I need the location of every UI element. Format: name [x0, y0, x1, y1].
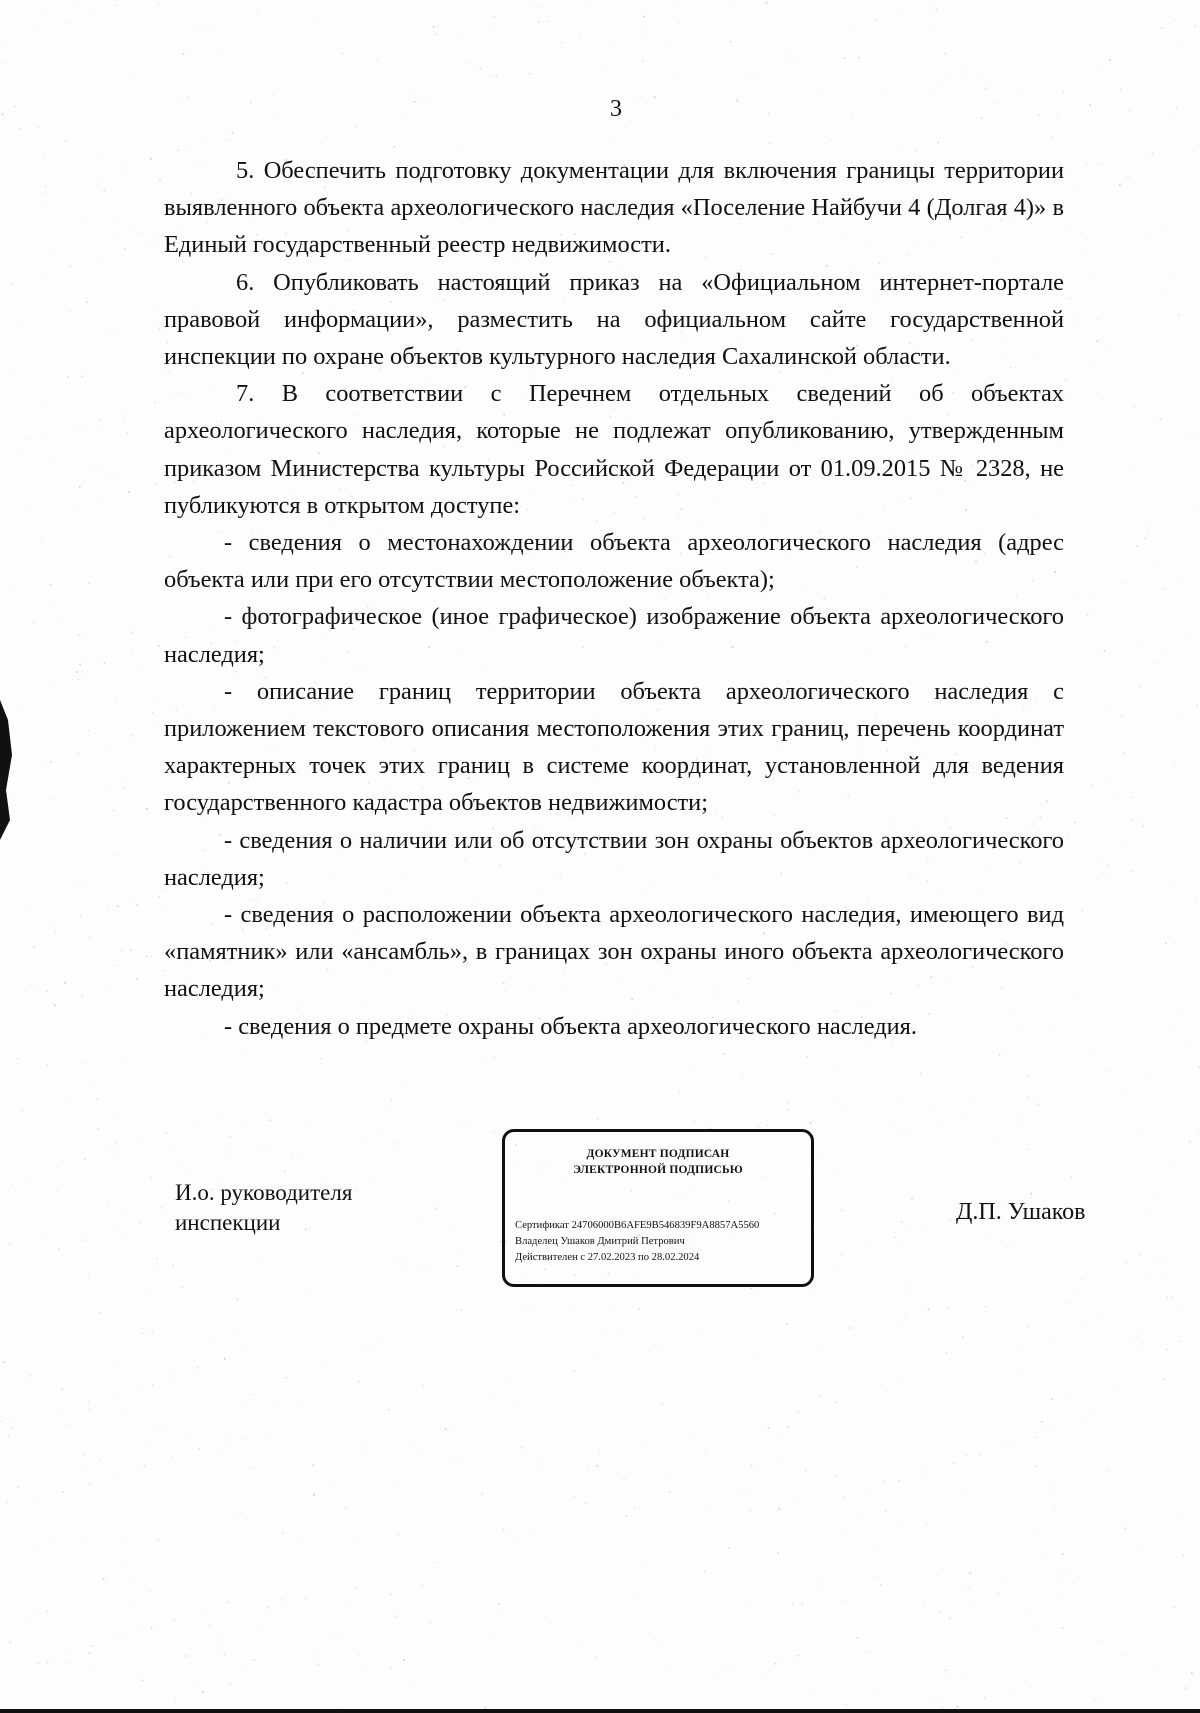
- bullet-location-info: - сведения о местонахождении объекта археологического наследия (адрес объекта или при его отсутствии местоположение объекта);: [164, 529, 1064, 594]
- bullet-protection-zones: - сведения о наличии или об отсутствии зон охраны объектов археологического наследия;: [164, 826, 1064, 891]
- signer-position: [175, 1178, 352, 1238]
- bullet-territory-boundaries: - описание границ территории объекта археологического наследия с приложением текстового описания местоположения этих границ, перечень координат характерных точек этих границ в системе координат, установленной для ведения государственного кадастра объектов недвижимости;: [164, 677, 1064, 817]
- signer-position-line-1: И.о. руководителя: [175, 1180, 353, 1205]
- stamp-header: [505, 1146, 811, 1178]
- scan-edge-mark: [0, 700, 14, 840]
- stamp-validity: Действителен с 27.02.2023 по 28.02.2024: [515, 1252, 700, 1263]
- bullet-monument-location: - сведения о расположении объекта археологического наследия, имеющего вид «памятник» или «ансамбль», в границах зон охраны иного объекта археологического наследия;: [164, 901, 1064, 1003]
- signer-position-line-2: инспекции: [175, 1210, 281, 1235]
- paragraph-item-7: 7. В соответствии с Перечнем отдельных сведений об объектах археологического наследия, которые не подлежат опубликованию, утвержденным приказом Министерства культуры Российской Федерации от 01.09.2015 № 2328, не публикуются в открытом доступе:: [164, 380, 1064, 519]
- signer-name: Д.П. Ушаков: [956, 1199, 1086, 1225]
- document-body: [164, 152, 1064, 1045]
- paragraph-item-5: 5. Обеспечить подготовку документации для включения границы территории выявленного объекта археологического наследия «Поселение Найбучи 4 (Долгая 4)» в Единый государственный реестр недвижимости.: [164, 157, 1064, 259]
- stamp-details: [515, 1218, 807, 1266]
- stamp-certificate: Сертификат 24706000B6AFE9B546839F9A8857A5560: [515, 1220, 760, 1231]
- scan-bottom-edge: [0, 1709, 1200, 1713]
- stamp-header-line-1: ДОКУМЕНТ ПОДПИСАН: [586, 1148, 730, 1160]
- page-number: 3: [610, 96, 622, 122]
- stamp-header-line-2: ЭЛЕКТРОННОЙ ПОДПИСЬЮ: [573, 1164, 743, 1176]
- stamp-owner: Владелец Ушаков Дмитрий Петрович: [515, 1236, 685, 1247]
- electronic-signature-stamp: [502, 1129, 814, 1287]
- paragraph-item-6: 6. Опубликовать настоящий приказ на «Официальном интернет-портале правовой информации», разместить на официальном сайте государственной инспекции по охране объектов культурного наследия Сахалинской области.: [164, 268, 1064, 371]
- bullet-protection-subject: - сведения о предмете охраны объекта археологического наследия.: [224, 1012, 917, 1040]
- bullet-photo-image: - фотографическое (иное графическое) изображение объекта археологического наследия;: [164, 603, 1064, 668]
